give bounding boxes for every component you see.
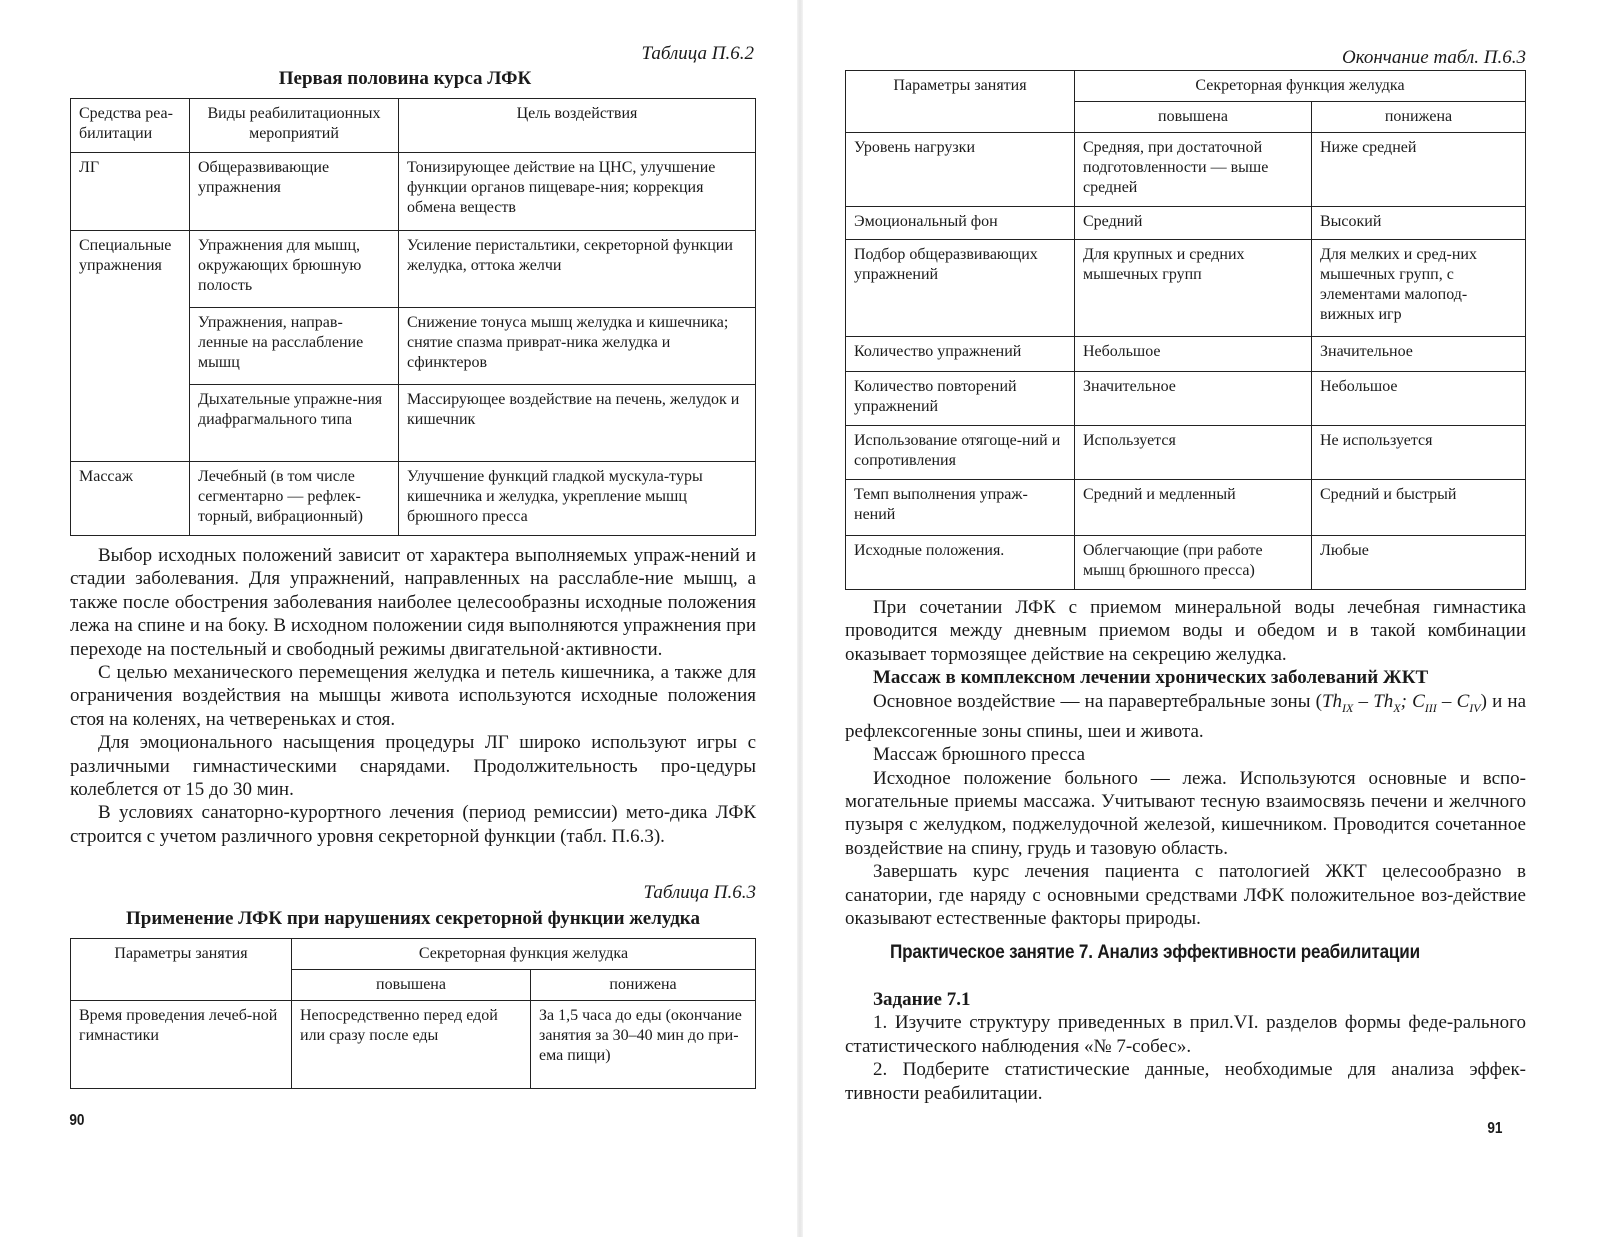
book-gutter — [797, 0, 803, 1237]
table-header: понижена — [531, 970, 756, 1001]
task-item: 2. Подберите статистические данные, необходимые для анализа эффек-тивности реабилитации. — [845, 1059, 1526, 1104]
body-text — [845, 596, 1526, 930]
table-cell: Используется — [1075, 426, 1312, 480]
table-cell: Средний и медленный — [1075, 480, 1312, 536]
task-heading: Задание 7.1 — [873, 989, 971, 1010]
task-block — [845, 988, 1526, 1105]
table-caption: Таблица П.6.2 — [641, 43, 754, 64]
secretory-table — [70, 938, 756, 1089]
table-row — [71, 153, 756, 231]
table-cell: Время проведения лечеб-ной гимнастики — [71, 1001, 292, 1089]
table-cell: Лечебный (в том числе сегментарно — рефлек-торный, вибрационный) — [190, 462, 399, 536]
paragraph: Массаж брюшного пресса — [873, 744, 1086, 766]
paragraph: Выбор исходных положений зависит от характера выполняемых упраж-нений и стадии заболевания. Для упражнений, направленных на расслабле-ние мышц, а также после обострения заболевания наиболее целесообразны исходные положения лежа на спине и на боку. В исходном положении сидя выполняются упражнения при переходе на постельный и свободный режимы двигательной·активности. — [70, 545, 756, 660]
massage-heading: Массаж в комплексном лечении хронических заболеваний ЖКТ — [873, 667, 1429, 689]
left-page — [0, 0, 790, 1237]
body-text — [70, 544, 756, 848]
table-cell: Небольшое — [1075, 337, 1312, 372]
table-cell: Эмоциональный фон — [846, 207, 1075, 240]
paragraph: Завершать курс лечения пациента с патологией ЖКТ целесообразно в санатории, где наряду с основными средствами ЛФК положительное воз-действие оказывают естественные факторы природы. — [845, 861, 1526, 930]
table-header: понижена — [1312, 102, 1526, 133]
table-header: Цель воздействия — [399, 99, 756, 153]
table-cell: Исходные положения. — [846, 536, 1075, 590]
table-cell: Небольшое — [1312, 372, 1526, 426]
table-cell: Облегчающие (при работе мышц брюшного пресса) — [1075, 536, 1312, 590]
table-header: Параметры занятия — [846, 71, 1075, 133]
table-row — [846, 133, 1526, 207]
paragraph: При сочетании ЛФК с приемом минеральной воды лечебная гимнастика проводится между дневным приемом воды и обедом и в такой комбинации оказывает тормозящее действие на секрецию желудка. — [845, 597, 1526, 665]
table-cell: Упражнения для мышц, окружающих брюшную полость — [190, 231, 399, 308]
table-cell: Темп выполнения упраж-нений — [846, 480, 1075, 536]
table-cell: Массаж — [71, 462, 190, 536]
table-row — [71, 231, 756, 308]
table-caption: Таблица П.6.3 — [643, 882, 756, 903]
table-cell: Дыхательные упражне-ния диафрагмального типа — [190, 385, 399, 462]
table-cell: ЛГ — [71, 153, 190, 231]
table-row — [71, 462, 756, 536]
right-page — [810, 0, 1600, 1237]
table-row — [846, 372, 1526, 426]
table-cell: Значительное — [1312, 337, 1526, 372]
table-cell: Количество упражнений — [846, 337, 1075, 372]
paragraph: Для эмоционального насыщения процедуры ЛГ широко используют игры с различными гимнастическими снарядами. Продолжительность про-цедуры колеблется от 15 до 30 мин. — [70, 732, 756, 801]
table-cell: Не используется — [1312, 426, 1526, 480]
table-row — [846, 426, 1526, 480]
table-title: Применение ЛФК при нарушениях секреторной функции желудка — [126, 908, 700, 929]
table-cell: За 1,5 часа до еды (окончание занятия за 30–40 мин до при-ема пищи) — [531, 1001, 756, 1089]
table-row — [71, 1001, 756, 1089]
table-cell: Средняя, при достаточной подготовленности — выше средней — [1075, 133, 1312, 207]
page-number: 90 — [69, 1112, 85, 1129]
table-cell: Для мелких и сред-них мышечных групп, с элементами малопод-вижных игр — [1312, 240, 1526, 337]
paragraph: Исходное положение больного — лежа. Используются основные и вспо-могательные приемы массажа. Учитывают тесную взаимосвязь печени и желчного пузыря с желудком, поджелудочной железой, кишечником. Проводится сочетанное воздействие на спину, грудь и тазовую область. — [845, 767, 1526, 859]
table-row — [846, 240, 1526, 337]
table-cell: Любые — [1312, 536, 1526, 590]
table-caption: Окончание табл. П.6.3 — [1341, 47, 1526, 68]
table-header: повышена — [292, 970, 531, 1001]
table-cell: Специальные упражнения — [71, 231, 190, 462]
table-header: Параметры занятия — [71, 939, 292, 1001]
paragraph: В условиях санаторно-курортного лечения (период ремиссии) мето-дика ЛФК строится с учетом различного уровня секреторной функции (табл. П.6.3). — [70, 802, 756, 847]
table-cell: Для крупных и средних мышечных групп — [1075, 240, 1312, 337]
table-cell: Массирующее воздействие на печень, желудок и кишечник — [399, 385, 756, 462]
table-row — [846, 480, 1526, 536]
table-cell: Средний и быстрый — [1312, 480, 1526, 536]
table-cell: Уровень нагрузки — [846, 133, 1075, 207]
practical-lesson-heading: Практическое занятие 7. Анализ эффективности реабилитации — [890, 942, 1420, 963]
table-row — [846, 207, 1526, 240]
table-cell: Непосредственно перед едой или сразу после еды — [292, 1001, 531, 1089]
table-header: повышена — [1075, 102, 1312, 133]
table-header: Секреторная функция желудка — [292, 939, 756, 970]
table-cell: Усиление перистальтики, секреторной функции желудка, оттока желчи — [399, 231, 756, 308]
table-title: Первая половина курса ЛФК — [278, 68, 532, 89]
secretory-table-continued — [845, 70, 1526, 590]
task-item: 1. Изучите структуру приведенных в прил.VI. разделов формы феде-рального статистического наблюдения «№ 7-собес». — [845, 1012, 1526, 1057]
table-cell: Улучшение функций гладкой мускула-туры кишечника и желудка, укрепление мышц брюшного пресса — [399, 462, 756, 536]
table-row — [846, 536, 1526, 590]
table-cell: Высокий — [1312, 207, 1526, 240]
table-row — [846, 337, 1526, 372]
table-cell: Использование отягоще-ний и сопротивления — [846, 426, 1075, 480]
table-cell: Количество повторений упражнений — [846, 372, 1075, 426]
table-cell: Тонизирующее действие на ЦНС, улучшение функции органов пищеваре-ния; коррекция обмена веществ — [399, 153, 756, 231]
table-cell: Ниже средней — [1312, 133, 1526, 207]
table-cell: Снижение тонуса мышц желудка и кишечника; снятие спазма приврат-ника желудка и сфинктеров — [399, 308, 756, 385]
table-header: Средства реа-билитации — [71, 99, 190, 153]
page-number: 91 — [1487, 1120, 1503, 1137]
table-cell: Общеразвивающие упражнения — [190, 153, 399, 231]
table-cell: Средний — [1075, 207, 1312, 240]
table-header: Секреторная функция желудка — [1075, 71, 1526, 102]
paragraph: Основное воздействие — на паравертебральные зоны ($Th_{IX} - Th_X$; $C_{III} - C_{IV}$) и на рефлексогенные зоны спины, шеи и живота. — [845, 690, 1527, 742]
paragraph: С целью механического перемещения желудка и петель кишечника, а также для ограничения воздействия на мышцы живота используются исходные положения стоя на коленях, на четвереньках и стоя. — [70, 662, 756, 730]
table-cell: Подбор общеразвивающих упражнений — [846, 240, 1075, 337]
table-cell: Значительное — [1075, 372, 1312, 426]
rehab-means-table — [70, 98, 756, 536]
table-cell: Упражнения, направ-ленные на расслабление мышц — [190, 308, 399, 385]
table-header: Виды реабилитационных мероприятий — [190, 99, 399, 153]
